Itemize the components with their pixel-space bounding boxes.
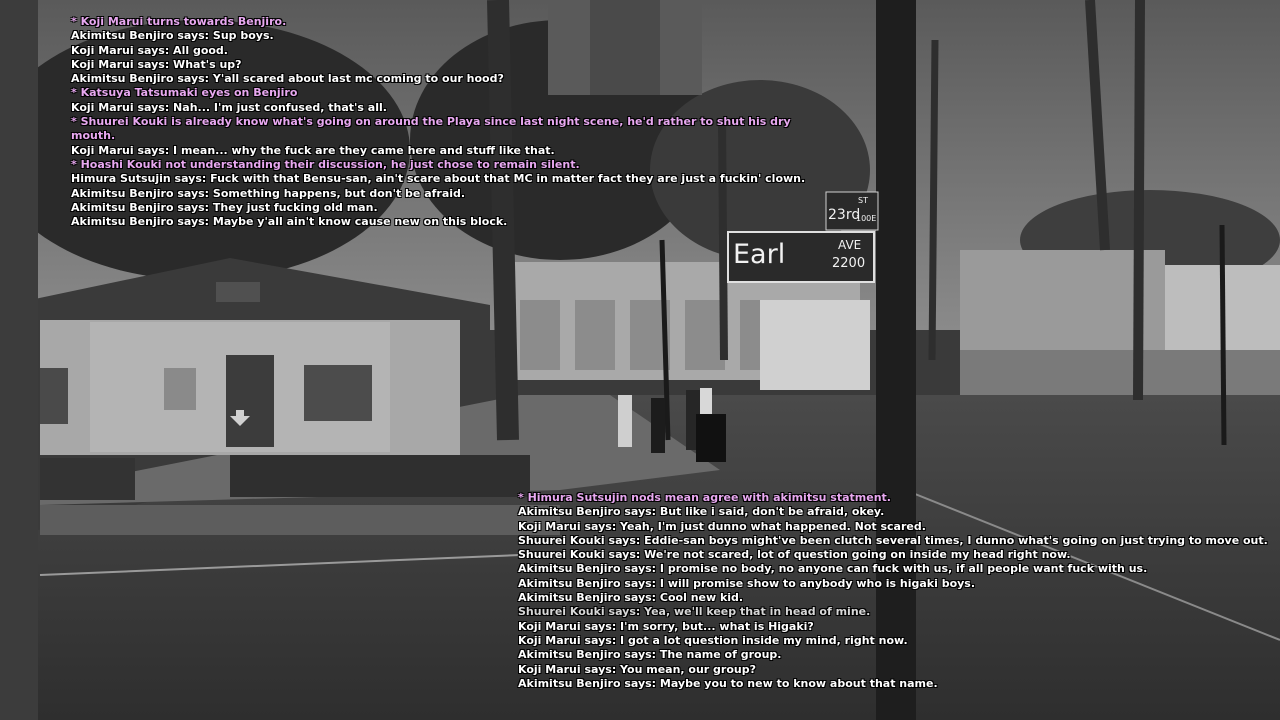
chat-line: Koji Marui says: I'm sorry, but... what is Higaki? bbox=[518, 619, 814, 633]
chat-line: Akimitsu Benjiro says: They just fucking old man. bbox=[71, 200, 378, 214]
chat-line: Koji Marui says: All good. bbox=[71, 43, 228, 57]
chat-line: Himura Sutsujin says: Fuck with that Bensu-san, ain't scare about that MC in matter fact they are just a fuckin' clown. bbox=[71, 172, 806, 186]
street-sign-name: Earl bbox=[733, 239, 786, 270]
chat-log-top bbox=[71, 15, 805, 229]
chat-line: Koji Marui says: Yeah, I'm just dunno what happened. Not scared. bbox=[518, 519, 926, 533]
chat-line: Akimitsu Benjiro says: Maybe you to new to know about that name. bbox=[518, 676, 938, 690]
chat-line: Koji Marui says: What's up? bbox=[71, 57, 242, 71]
chat-line: * Koji Marui turns towards Benjiro. bbox=[71, 15, 287, 28]
cross-street-number: 100E bbox=[856, 214, 877, 223]
chat-line: Shuurei Kouki says: We're not scared, lot of question going on inside my head right now. bbox=[518, 548, 1071, 562]
chat-line: Koji Marui says: You mean, our group? bbox=[518, 662, 757, 676]
chat-line: Akimitsu Benjiro says: I will promise show to anybody who is higaki boys. bbox=[518, 576, 976, 590]
cross-street-name: 23rd bbox=[828, 207, 861, 223]
chat-line: Koji Marui says: Nah... I'm just confused, that's all. bbox=[71, 100, 387, 114]
lamp-post bbox=[1222, 225, 1224, 445]
hedge-right bbox=[230, 455, 530, 497]
chat-line: * Himura Sutsujin nods mean agree with akimitsu statment. bbox=[518, 491, 891, 504]
chat-line: Akimitsu Benjiro says: I promise no body, no anyone can fuck with us, if all people want fuck with us. bbox=[518, 562, 1148, 576]
chat-line: Akimitsu Benjiro says: Sup boys. bbox=[71, 29, 274, 43]
apartment-building bbox=[760, 300, 870, 390]
chat-line: * Hoashi Kouki not understanding their discussion, he just chose to remain silent. bbox=[71, 157, 580, 171]
chat-line: * Shuurei Kouki is already know what's going on around the Playa since last night scene, he'd rather to shut his dry bbox=[71, 115, 791, 129]
chat-line: mouth. bbox=[71, 129, 116, 143]
cross-street-suffix: ST bbox=[858, 196, 868, 205]
chat-line: Koji Marui says: I mean... why the fuck are they came here and stuff like that. bbox=[71, 143, 555, 157]
left-pole bbox=[0, 0, 38, 720]
chat-line: Akimitsu Benjiro says: But like i said, don't be afraid, okey. bbox=[518, 505, 885, 519]
street-sign-suffix: AVE bbox=[838, 238, 862, 252]
chat-line: Shuurei Kouki says: Eddie-san boys might've been clutch several times, I dunno what's going on just trying to move out. bbox=[518, 533, 1268, 547]
chat-line: Shuurei Kouki says: Yea, we'll keep that in head of mine. bbox=[518, 605, 871, 619]
street-sign-number: 2200 bbox=[832, 256, 866, 271]
chat-log-bottom bbox=[518, 491, 1268, 691]
curb bbox=[40, 505, 560, 535]
chat-line: Akimitsu Benjiro says: Something happens, but don't be afraid. bbox=[71, 186, 466, 200]
chat-line: Akimitsu Benjiro says: Y'all scared about last mc coming to our hood? bbox=[71, 72, 504, 86]
chat-line: Akimitsu Benjiro says: The name of group. bbox=[518, 648, 782, 662]
hedge bbox=[40, 458, 135, 500]
chat-line: * Katsuya Tatsumaki eyes on Benjiro bbox=[71, 86, 298, 100]
chat-line: Koji Marui says: I got a lot question inside my mind, right now. bbox=[518, 633, 908, 647]
building-arches bbox=[520, 300, 780, 370]
chat-line: Akimitsu Benjiro says: Cool new kid. bbox=[518, 591, 744, 605]
chat-line: Akimitsu Benjiro says: Maybe y'all ain't know cause new on this block. bbox=[71, 215, 508, 229]
